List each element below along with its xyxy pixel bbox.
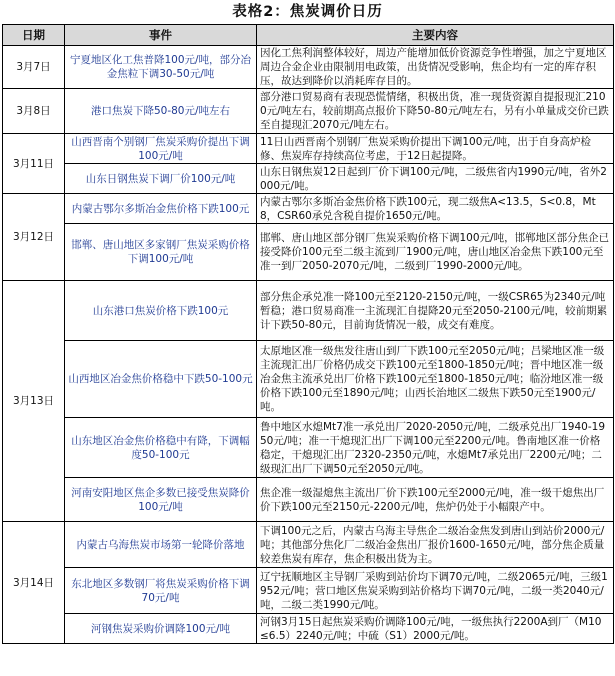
table-row <box>3 134 614 164</box>
date-cell: 3月13日 <box>3 281 65 522</box>
event-cell: 邯郸、唐山地区多家钢厂焦炭采购价格下调100元/吨 <box>65 224 257 281</box>
event-cell: 山东港口焦炭价格下跌100元 <box>65 281 257 341</box>
event-cell: 港口焦炭下降50-80元/吨左右 <box>65 89 257 134</box>
content-cell: 因化工焦利润整体较好，周边产能增加低价资源竞争性增强，加之宁夏地区周边合金企业由限制用电政策，出货情况受影响，焦企均有一定的库存积压，故达到降价以消耗库存目的。 <box>257 46 614 89</box>
table-row <box>3 568 614 614</box>
table-row <box>3 614 614 644</box>
date-cell: 3月11日 <box>3 134 65 194</box>
event-cell: 内蒙古乌海焦炭市场第一轮降价落地 <box>65 522 257 568</box>
event-cell: 河钢焦炭采购价调降100元/吨 <box>65 614 257 644</box>
event-cell: 宁夏地区化工焦普降100元/吨，部分冶金焦粒下调30-50元/吨 <box>65 46 257 89</box>
table-row <box>3 341 614 418</box>
table-row <box>3 46 614 89</box>
event-cell: 山西晋南个别钢厂焦炭采购价提出下调100元/吨 <box>65 134 257 164</box>
content-cell: 鲁中地区水熄Mt7准一承兑出厂2020-2050元/吨，二级承兑出厂1940-1950元/吨；准一干熄现汇出厂下调100元至2200元/吨。鲁南地区准一价格稳定，干熄现汇出厂2320-2350元/吨，水熄Mt7承兑出厂2200元/吨；二级现汇出厂下调50元至2050元/吨。 <box>257 418 614 478</box>
content-cell: 邯郸、唐山地区部分钢厂焦炭采购价格下调100元/吨，邯郸地区部分焦企已接受降价100元至二级主流到厂1900元/吨，唐山地区冶金焦下跌100元至准一到厂2050-2070元/吨，二级到厂1990-2000元/吨。 <box>257 224 614 281</box>
content-cell: 山东日钢焦炭12日起到厂价下调100元/吨，二级焦省内1990元/吨，省外2000元/吨。 <box>257 164 614 194</box>
event-cell: 河南安阳地区焦企多数已接受焦炭降价100元/吨 <box>65 478 257 522</box>
date-cell: 3月7日 <box>3 46 65 89</box>
content-cell: 下调100元之后，内蒙古乌海主导焦企二级冶金焦发到唐山到站价2000元/吨；其他部分焦化厂二级冶金焦出厂报价1600-1650元/吨，部分焦企质量较差焦炭有库存，焦企积极出货为主。 <box>257 522 614 568</box>
coke-price-calendar-table <box>2 24 614 644</box>
event-cell: 山西地区冶金焦价格稳中下跌50-100元 <box>65 341 257 418</box>
date-cell: 3月14日 <box>3 522 65 644</box>
content-cell: 部分焦企承兑准一降100元至2120-2150元/吨，一级CSR65为2340元/吨暂稳；港口贸易商准一主流现汇自提降20元至2050-2100元/吨，较前期累计下跌50-80元，目前询货情况一般，成交有难度。 <box>257 281 614 341</box>
content-cell: 11日山西晋南个别钢厂焦炭采购价提出下调100元/吨，出于自身高炉检修、焦炭库存持续高位考虑，于12日起提降。 <box>257 134 614 164</box>
table-row <box>3 418 614 478</box>
content-cell: 辽宁抚顺地区主导钢厂采购到站价均下调70元/吨，二级2065元/吨，三级1952元/吨；营口地区焦炭采购到站价格均下调70元/吨，二级一类2040元/吨，二级二类1990元/吨。 <box>257 568 614 614</box>
event-cell: 山东地区冶金焦价格稳中有降，下调幅度50-100元 <box>65 418 257 478</box>
table-row <box>3 164 614 194</box>
event-cell: 东北地区多数钢厂将焦炭采购价格下调70元/吨 <box>65 568 257 614</box>
table-title: 表格2：焦炭调价日历 <box>232 4 383 20</box>
table-row <box>3 194 614 224</box>
content-cell: 部分港口贸易商有表现恐慌情绪，积极出货，准一现货资源自提报现汇2100元/吨左右，较前期高点报价下降50-80元/吨左右，另有小单量成交价已跌至自提现汇2070元/吨左右。 <box>257 89 614 134</box>
table-row <box>3 224 614 281</box>
header-content: 主要内容 <box>257 25 614 46</box>
date-cell: 3月8日 <box>3 89 65 134</box>
content-cell: 太原地区准一级焦发往唐山到厂下跌100元至2050元/吨；吕梁地区准一级主流现汇出厂价格仍成交下跌100元至1800-1850元/吨；晋中地区准一级冶金焦主流承兑出厂价格下跌100元至1800-1850元/吨；临汾地区准一级价格下跌100元至1890元/吨；山西长治地区二级焦下跌50元至1900元/吨。 <box>257 341 614 418</box>
header-event: 事件 <box>65 25 257 46</box>
content-cell: 焦企准一级湿熄焦主流出厂价下跌100元至2000元/吨，准一级干熄焦出厂价下跌100元至2150元-2200元/吨，焦炉仍处于小幅限产中。 <box>257 478 614 522</box>
content-cell: 河钢3月15日起焦炭采购价调降100元/吨，一级焦执行2200A到厂（M10≤6.5）2240元/吨；中硫（S1）2000元/吨。 <box>257 614 614 644</box>
table-row <box>3 522 614 568</box>
header-date: 日期 <box>3 25 65 46</box>
event-cell: 内蒙古鄂尔多斯冶金焦价格下跌100元 <box>65 194 257 224</box>
table-row <box>3 281 614 341</box>
table-row <box>3 89 614 134</box>
date-cell: 3月12日 <box>3 194 65 281</box>
event-cell: 山东日钢焦炭下调厂价100元/吨 <box>65 164 257 194</box>
header-row <box>3 25 614 46</box>
table-row <box>3 478 614 522</box>
content-cell: 内蒙古鄂尔多斯冶金焦价格下跌100元，现二级焦A<13.5，S<0.8，Mt8，CSR60承兑含税自提价1650元/吨。 <box>257 194 614 224</box>
